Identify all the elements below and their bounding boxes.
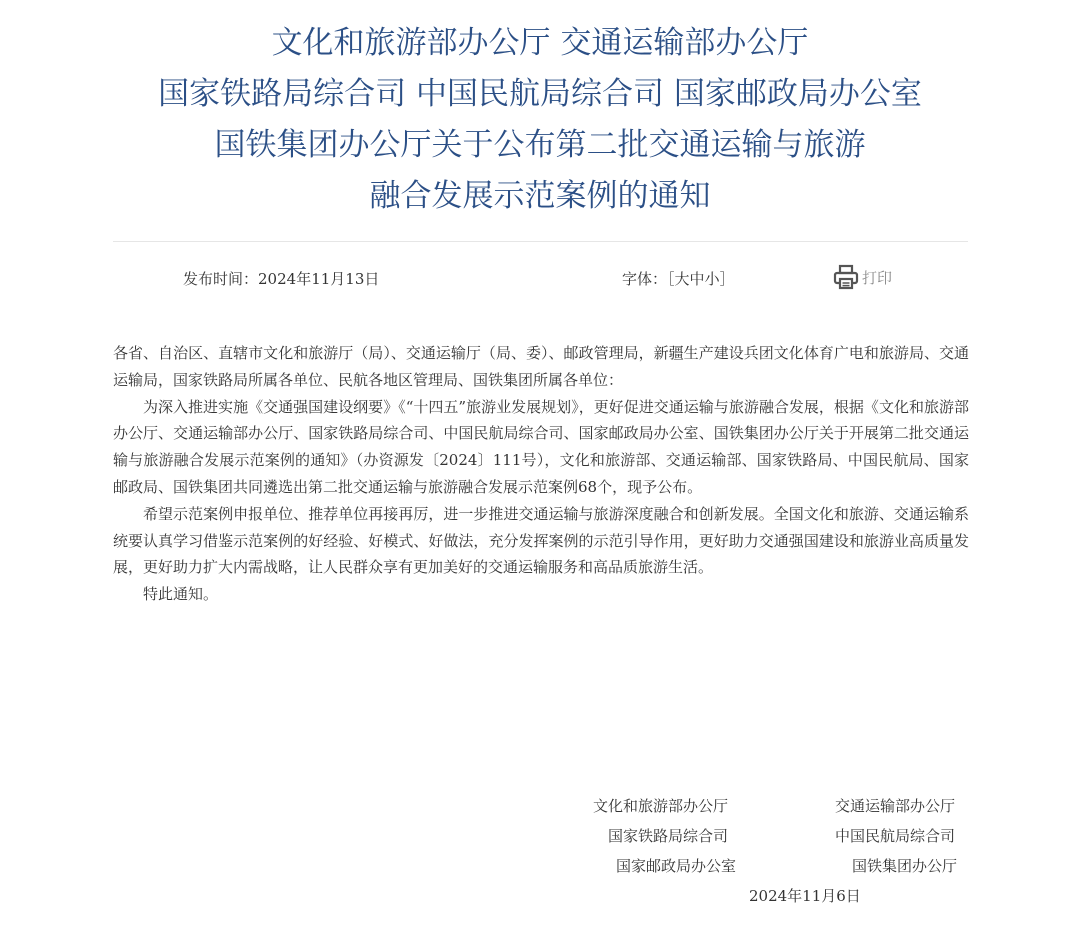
closing-paragraph: 特此通知。 <box>143 585 219 604</box>
title-line-1: 文化和旅游部办公厅 交通运输部办公厅 <box>271 25 809 61</box>
title-line-2: 国家铁路局综合司 中国民航局综合司 国家邮政局办公室 <box>158 76 922 112</box>
font-size-label: 字体： <box>622 270 668 288</box>
signature-transport: 交通运输部办公厅 <box>835 797 956 815</box>
signature-civil-aviation: 中国民航局综合司 <box>835 827 956 845</box>
title-line-4: 融合发展示范案例的通知 <box>369 178 711 214</box>
print-label: 打印 <box>862 268 893 287</box>
printer-icon <box>832 263 860 291</box>
title-divider <box>113 241 968 242</box>
font-size-large-button[interactable]: 大 <box>674 270 690 288</box>
print-button[interactable] <box>832 263 892 291</box>
signature-china-railway: 国铁集团办公厅 <box>852 857 958 875</box>
title-line-3: 国铁集团办公厅关于公布第二批交通运输与旅游 <box>214 127 866 163</box>
font-size-small-button[interactable]: 小 <box>704 270 720 288</box>
publish-info <box>183 268 379 289</box>
font-bracket-close: ］ <box>719 270 735 288</box>
document-body <box>113 340 969 608</box>
body-paragraph-1: 为深入推进实施《交通强国建设纲要》《“十四五”旅游业发展规划》，更好促进交通运输与旅游融合发展，根据《文化和旅游部办公厅、交通运输部办公厅、国家铁路局综合司、中国民航局综合司、国家邮政局办公室、国铁集团办公厅关于开展第二批交通运输与旅游融合发展示范案例的通知》（办资源发〔2024〕111号），文化和旅游部、交通运输部、国家铁路局、中国民航局、国家邮政局、国铁集团共同遴选出第二批交通运输与旅游融合发展示范案例68个，现予公布。 <box>113 397 969 496</box>
recipients-paragraph: 各省、自治区、直辖市文化和旅游厅（局）、交通运输厅（局、委）、邮政管理局，新疆生产建设兵团文化体育广电和旅游局、交通运输局，国家铁路局所属各单位、民航各地区管理局、国铁集团所属各单位： <box>113 344 969 389</box>
font-bracket-open: ［ <box>667 270 675 288</box>
signature-culture-tourism: 文化和旅游部办公厅 <box>593 797 729 815</box>
signature-date: 2024年11月6日 <box>749 887 861 905</box>
signature-postal: 国家邮政局办公室 <box>616 857 737 875</box>
signature-railway: 国家铁路局综合司 <box>608 827 729 845</box>
body-paragraph-2: 希望示范案例申报单位、推荐单位再接再厉，进一步推进交通运输与旅游深度融合和创新发展。全国文化和旅游、交通运输系统要认真学习借鉴示范案例的好经验、好模式、好做法，充分发挥案例的示范引导作用，更好助力交通强国建设和旅游业高质量发展，更好助力扩大内需战略，让人民群众享有更加美好的交通运输服务和高品质旅游生活。 <box>113 504 969 577</box>
font-size-switcher <box>622 268 735 289</box>
font-size-medium-button[interactable]: 中 <box>689 270 705 288</box>
publish-date: 2024年11月13日 <box>258 270 380 288</box>
publish-label: 发布时间： <box>183 270 259 288</box>
document-title <box>0 18 1080 222</box>
